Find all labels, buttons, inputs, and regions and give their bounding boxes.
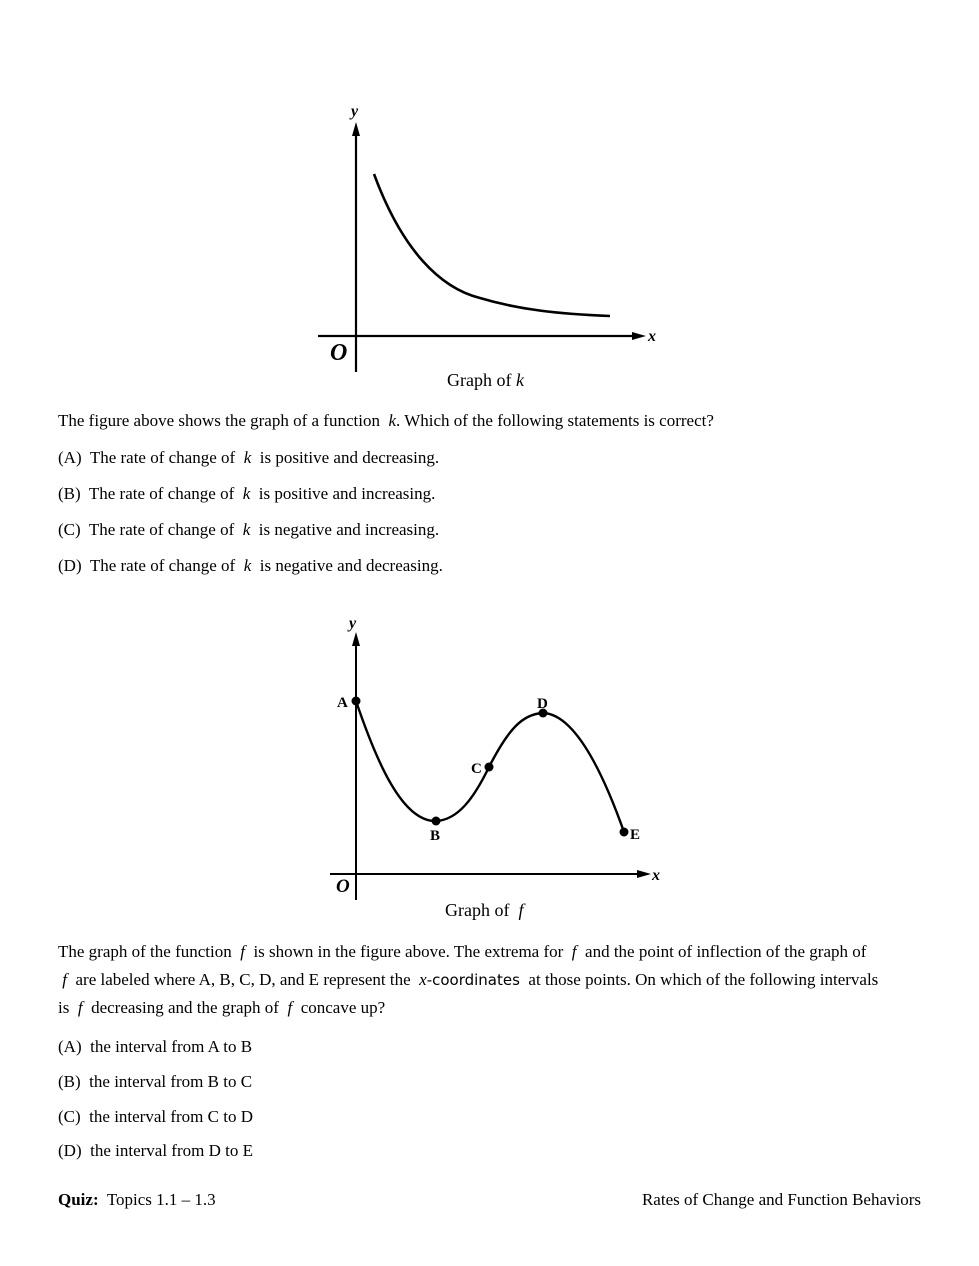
q2-stem-line-2: f are labeled where A, B, C, D, and E represent the x-coordinates at those points. On which of the following intervals bbox=[62, 970, 879, 989]
y-axis-label: y bbox=[351, 103, 359, 120]
footer-quiz-label: Quiz: bbox=[58, 1190, 99, 1209]
point-label-d: D bbox=[537, 696, 548, 712]
point-c bbox=[485, 763, 494, 772]
q2-stem-line-3: is f decreasing and the graph of f concave up? bbox=[58, 998, 386, 1017]
y-axis-arrow bbox=[352, 122, 360, 136]
curve-k bbox=[374, 174, 610, 316]
y-axis-label: y bbox=[349, 615, 357, 632]
y-axis-arrow bbox=[352, 632, 360, 646]
point-label-e: E bbox=[630, 827, 641, 843]
question-2-stem bbox=[58, 938, 928, 1022]
footer-topics: Topics 1.1 – 1.3 bbox=[106, 1190, 216, 1209]
point-label-b: B bbox=[430, 828, 441, 844]
point-e bbox=[620, 828, 629, 837]
origin-label: O bbox=[330, 340, 348, 366]
x-axis-arrow bbox=[637, 870, 651, 878]
point-b bbox=[432, 817, 441, 826]
q2-choice-b[interactable]: (B) the interval from B to C bbox=[58, 1072, 253, 1091]
graph-k-caption: Graph of k bbox=[447, 370, 524, 390]
q2-choice-d[interactable]: (D) the interval from D to E bbox=[58, 1141, 253, 1160]
origin-label: O bbox=[336, 876, 350, 897]
q1-choice-c[interactable]: (C) The rate of change of k is negative and increasing. bbox=[58, 520, 440, 539]
graph-f bbox=[0, 600, 979, 910]
q1-choice-b[interactable]: (B) The rate of change of k is positive and increasing. bbox=[58, 484, 436, 503]
graph-k bbox=[0, 0, 979, 400]
point-a bbox=[352, 697, 361, 706]
q2-stem-line-1: The graph of the function f is shown in the figure above. The extrema for f and the point of inflection of the graph of bbox=[58, 942, 867, 961]
footer-left bbox=[58, 1190, 216, 1210]
footer-title: Rates of Change and Function Behaviors bbox=[641, 1190, 921, 1209]
q1-choice-d[interactable]: (D) The rate of change of k is negative and decreasing. bbox=[58, 556, 443, 575]
graph-f-caption: Graph of f bbox=[445, 900, 524, 920]
point-label-a: A bbox=[337, 695, 348, 711]
q1-choice-a[interactable]: (A) The rate of change of k is positive and decreasing. bbox=[58, 448, 440, 467]
q2-choice-a[interactable]: (A) the interval from A to B bbox=[58, 1037, 253, 1056]
question-1-stem: The figure above shows the graph of a function k. Which of the following statements is correct? bbox=[58, 411, 714, 430]
point-label-c: C bbox=[471, 761, 482, 777]
x-axis-arrow bbox=[632, 332, 646, 340]
x-axis-label: x bbox=[648, 328, 656, 345]
q2-choice-c[interactable]: (C) the interval from C to D bbox=[58, 1107, 253, 1126]
x-axis-label: x bbox=[652, 867, 660, 884]
